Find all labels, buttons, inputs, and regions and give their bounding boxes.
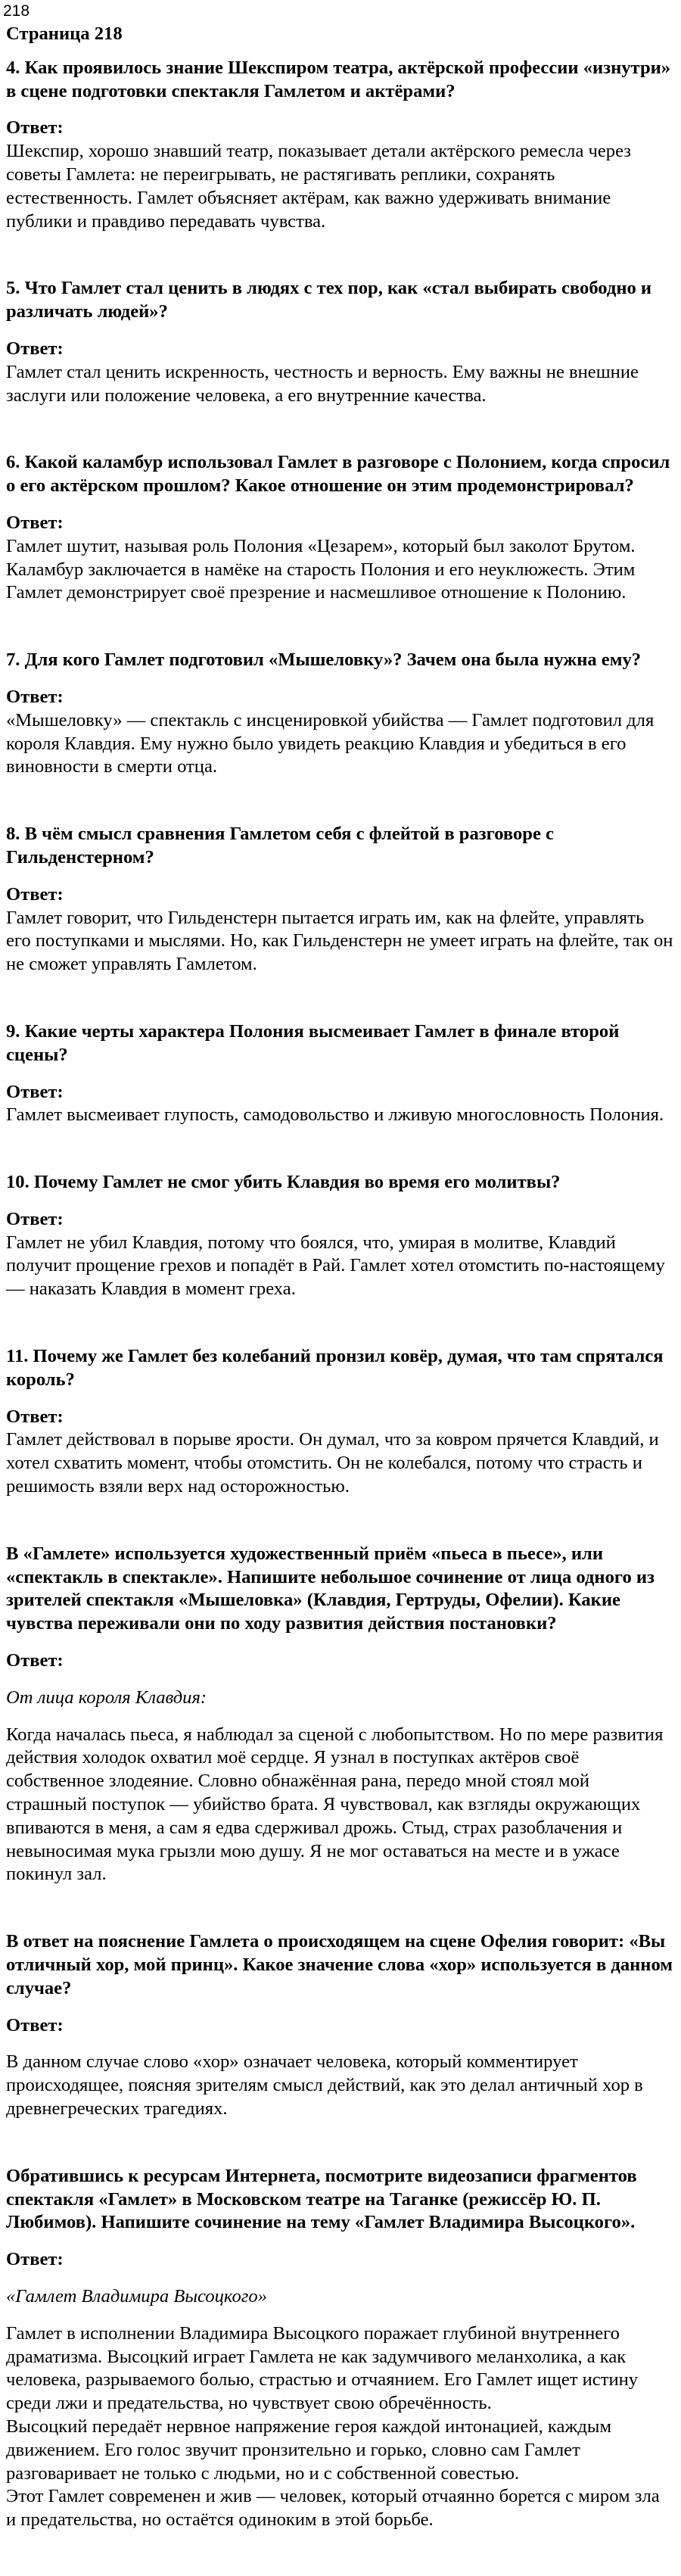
essay-subtitle: От лица короля Клавдия: bbox=[6, 1687, 207, 1708]
qa-item-10 bbox=[6, 1171, 673, 1301]
question: 7. Для кого Гамлет подготовил «Мышеловку»? Зачем она была нужна ему? bbox=[6, 649, 642, 671]
answer-text: «Мышеловку» — спектакль с инсценировкой убийства — Гамлет подготовил для короля Клавдия. Ему нужно было увидеть реакцию Клавдия и убедиться в его виновности в смерти отца. bbox=[6, 709, 655, 777]
qa-item-5 bbox=[6, 277, 673, 407]
qa-chorus bbox=[6, 1930, 673, 2121]
document-body bbox=[6, 23, 673, 2576]
answer-text: Гамлет говорит, что Гильденстерн пытается играть им, как на флейте, управлять его поступками и мыслями. Но, как Гильденстерн не умеет играть на флейте, так он не сможет управлять Гамлетом. bbox=[6, 907, 673, 975]
answer-text: Гамлет не убил Клавдия, потому что боялся, что, умирая в молитве, Клавдий получит прощение грехов и попадёт в Рай. Гамлет хотел отомстить по-настоящему — наказать Клавдия в момент греха. bbox=[6, 1232, 665, 1300]
page-number: 218 bbox=[3, 2, 30, 20]
answer-label: Ответ: bbox=[6, 686, 64, 707]
qa-item-4 bbox=[6, 57, 673, 234]
question: 5. Что Гамлет стал ценить в людях с тех пор, как «стал выбирать свободно и различать людей»? bbox=[6, 278, 652, 322]
answer-label: Ответ: bbox=[6, 1406, 64, 1427]
answer-label: Ответ: bbox=[6, 883, 64, 905]
answer-label: Ответ: bbox=[6, 2014, 64, 2036]
question: 10. Почему Гамлет не смог убить Клавдия во время его молитвы? bbox=[6, 1172, 561, 1193]
essay-vysotsky bbox=[6, 2165, 673, 2532]
question: 8. В чём смысл сравнения Гамлетом себя с флейтой в разговоре с Гильденстерном? bbox=[6, 824, 554, 867]
answer-text: Шекспир, хорошо знавший театр, показывает детали актёрского ремесла через советы Гамлета: не переигрывать, не растягивать реплики, сохранять естественность. Гамлет объясняет актёрам, как важно удерживать внимание публики и правдиво передавать чувства. bbox=[6, 141, 632, 232]
question: 4. Как проявилось знание Шекспиром театра, актёрской профессии «изнутри» в сцене подготовки спектакля Гамлетом и актёрами? bbox=[6, 57, 671, 101]
essay-paragraph: Гамлет в исполнении Владимира Высоцкого поражает глубиной внутреннего драматизма. Высоцкий играет Гамлета не как задумчивого меланхолика, а как человека, разрываемого болью, страстью и отчаянием. Его Гамлет ищет истину среди лжи и предательства, но чувствует свою обречённость. bbox=[6, 2322, 639, 2414]
answer-text: Гамлет стал ценить искренность, честность и верность. Ему важны не внешние заслуги или положение человека, а его внутренние качества. bbox=[6, 361, 639, 406]
answer-label: Ответ: bbox=[6, 338, 64, 359]
answer-text: В данном случае слово «хор» означает человека, который комментирует происходящее, поясняя зрителям смысл действий, как это делал античный хор в древнегреческих трагедиях. bbox=[6, 2051, 643, 2119]
question: Обратившись к ресурсам Интернета, посмотрите видеозаписи фрагментов спектакля «Гамлет» в Московском театре на Таганке (режиссёр Ю. П. Любимов). Напишите сочинение на тему «Гамлет Владимира Высоцкого». bbox=[6, 2165, 637, 2233]
qa-item-11 bbox=[6, 1345, 673, 1499]
qa-item-8 bbox=[6, 823, 673, 977]
question: 9. Какие черты характера Полония высмеивает Гамлет в финале второй сцены? bbox=[6, 1020, 620, 1065]
essay-subtitle: «Гамлет Владимира Высоцкого» bbox=[6, 2285, 267, 2307]
answer-label: Ответ: bbox=[6, 1208, 64, 1229]
qa-item-9 bbox=[6, 1020, 673, 1127]
question: В «Гамлете» используется художественный приём «пьеса в пьесе», или «спектакль в спектакле». Напишите небольшое сочинение от лица одного из зрителей спектакля «Мышеловка» (Клавдия, Гертруды, Офелии). Какие чувства переживали они по ходу развития действия постановки? bbox=[6, 1543, 655, 1634]
answer-label: Ответ: bbox=[6, 512, 64, 533]
answer-text: Гамлет действовал в порыве ярости. Он думал, что за ковром прячется Клавдий, и хотел схватить момент, чтобы отомстить. Он не колебался, потому что страсть и решимость взяли верх над осторожностью. bbox=[6, 1429, 659, 1497]
answer-text: Гамлет шутит, называя роль Полония «Цезарем», который был заколот Брутом. Каламбур заключается в намёке на старость Полония и его неуклюжесть. Этим Гамлет демонстрирует своё презрение и насмешливое отношение к Полонию. bbox=[6, 535, 636, 603]
question: В ответ на пояснение Гамлета о происходящем на сцене Офелия говорит: «Вы отличный хор, мой принц». Какое значение слова «хор» используется в данном случае? bbox=[6, 1931, 673, 1998]
answer-label: Ответ: bbox=[6, 1081, 64, 1102]
question: 6. Какой каламбур использовал Гамлет в разговоре с Полонием, когда спросил о его актёрском прошлом? Какое отношение он этим продемонстрировал? bbox=[6, 452, 670, 497]
answer-label: Ответ: bbox=[6, 2249, 64, 2270]
question: 11. Почему же Гамлет без колебаний пронзил ковёр, думая, что там спрятался король? bbox=[6, 1346, 664, 1390]
essay-mousetrap bbox=[6, 1543, 673, 1886]
answer-label: Ответ: bbox=[6, 117, 64, 139]
essay-paragraph: Этот Гамлет современен и жив — человек, который отчаянно борется с миром зла и предательства, но остаётся одиноким в этой борьбе. bbox=[6, 2486, 660, 2531]
page-title: Страница 218 bbox=[6, 23, 123, 44]
answer-label: Ответ: bbox=[6, 1650, 64, 1671]
essay-paragraph: Высоцкий передаёт нервное напряжение героя каждой интонацией, каждым движением. Его голос звучит пронзительно и горько, словно сам Гамлет разговаривает не только с людьми, но и с собственной совестью. bbox=[6, 2416, 612, 2484]
answer-text: Гамлет высмеивает глупость, самодовольство и лживую многословность Полония. bbox=[6, 1104, 664, 1126]
essay-text: Когда началась пьеса, я наблюдал за сценой с любопытством. Но по мере развития действия холодок охватил моё сердце. Я узнал в поступках актёров своё собственное злодеяние. Словно обнажённая рана, передо мной стоял мой страшный поступок — убийство брата. Я чувствовал, как взгляды окружающих впиваются в меня, а сам я едва сдерживал дрожь. Стыд, страх разоблачения и невыносимая мука грызли мою душу. Я не мог оставаться на месте и в ужасе покинул зал. bbox=[6, 1724, 664, 1885]
qa-item-7 bbox=[6, 649, 673, 779]
qa-item-6 bbox=[6, 451, 673, 605]
